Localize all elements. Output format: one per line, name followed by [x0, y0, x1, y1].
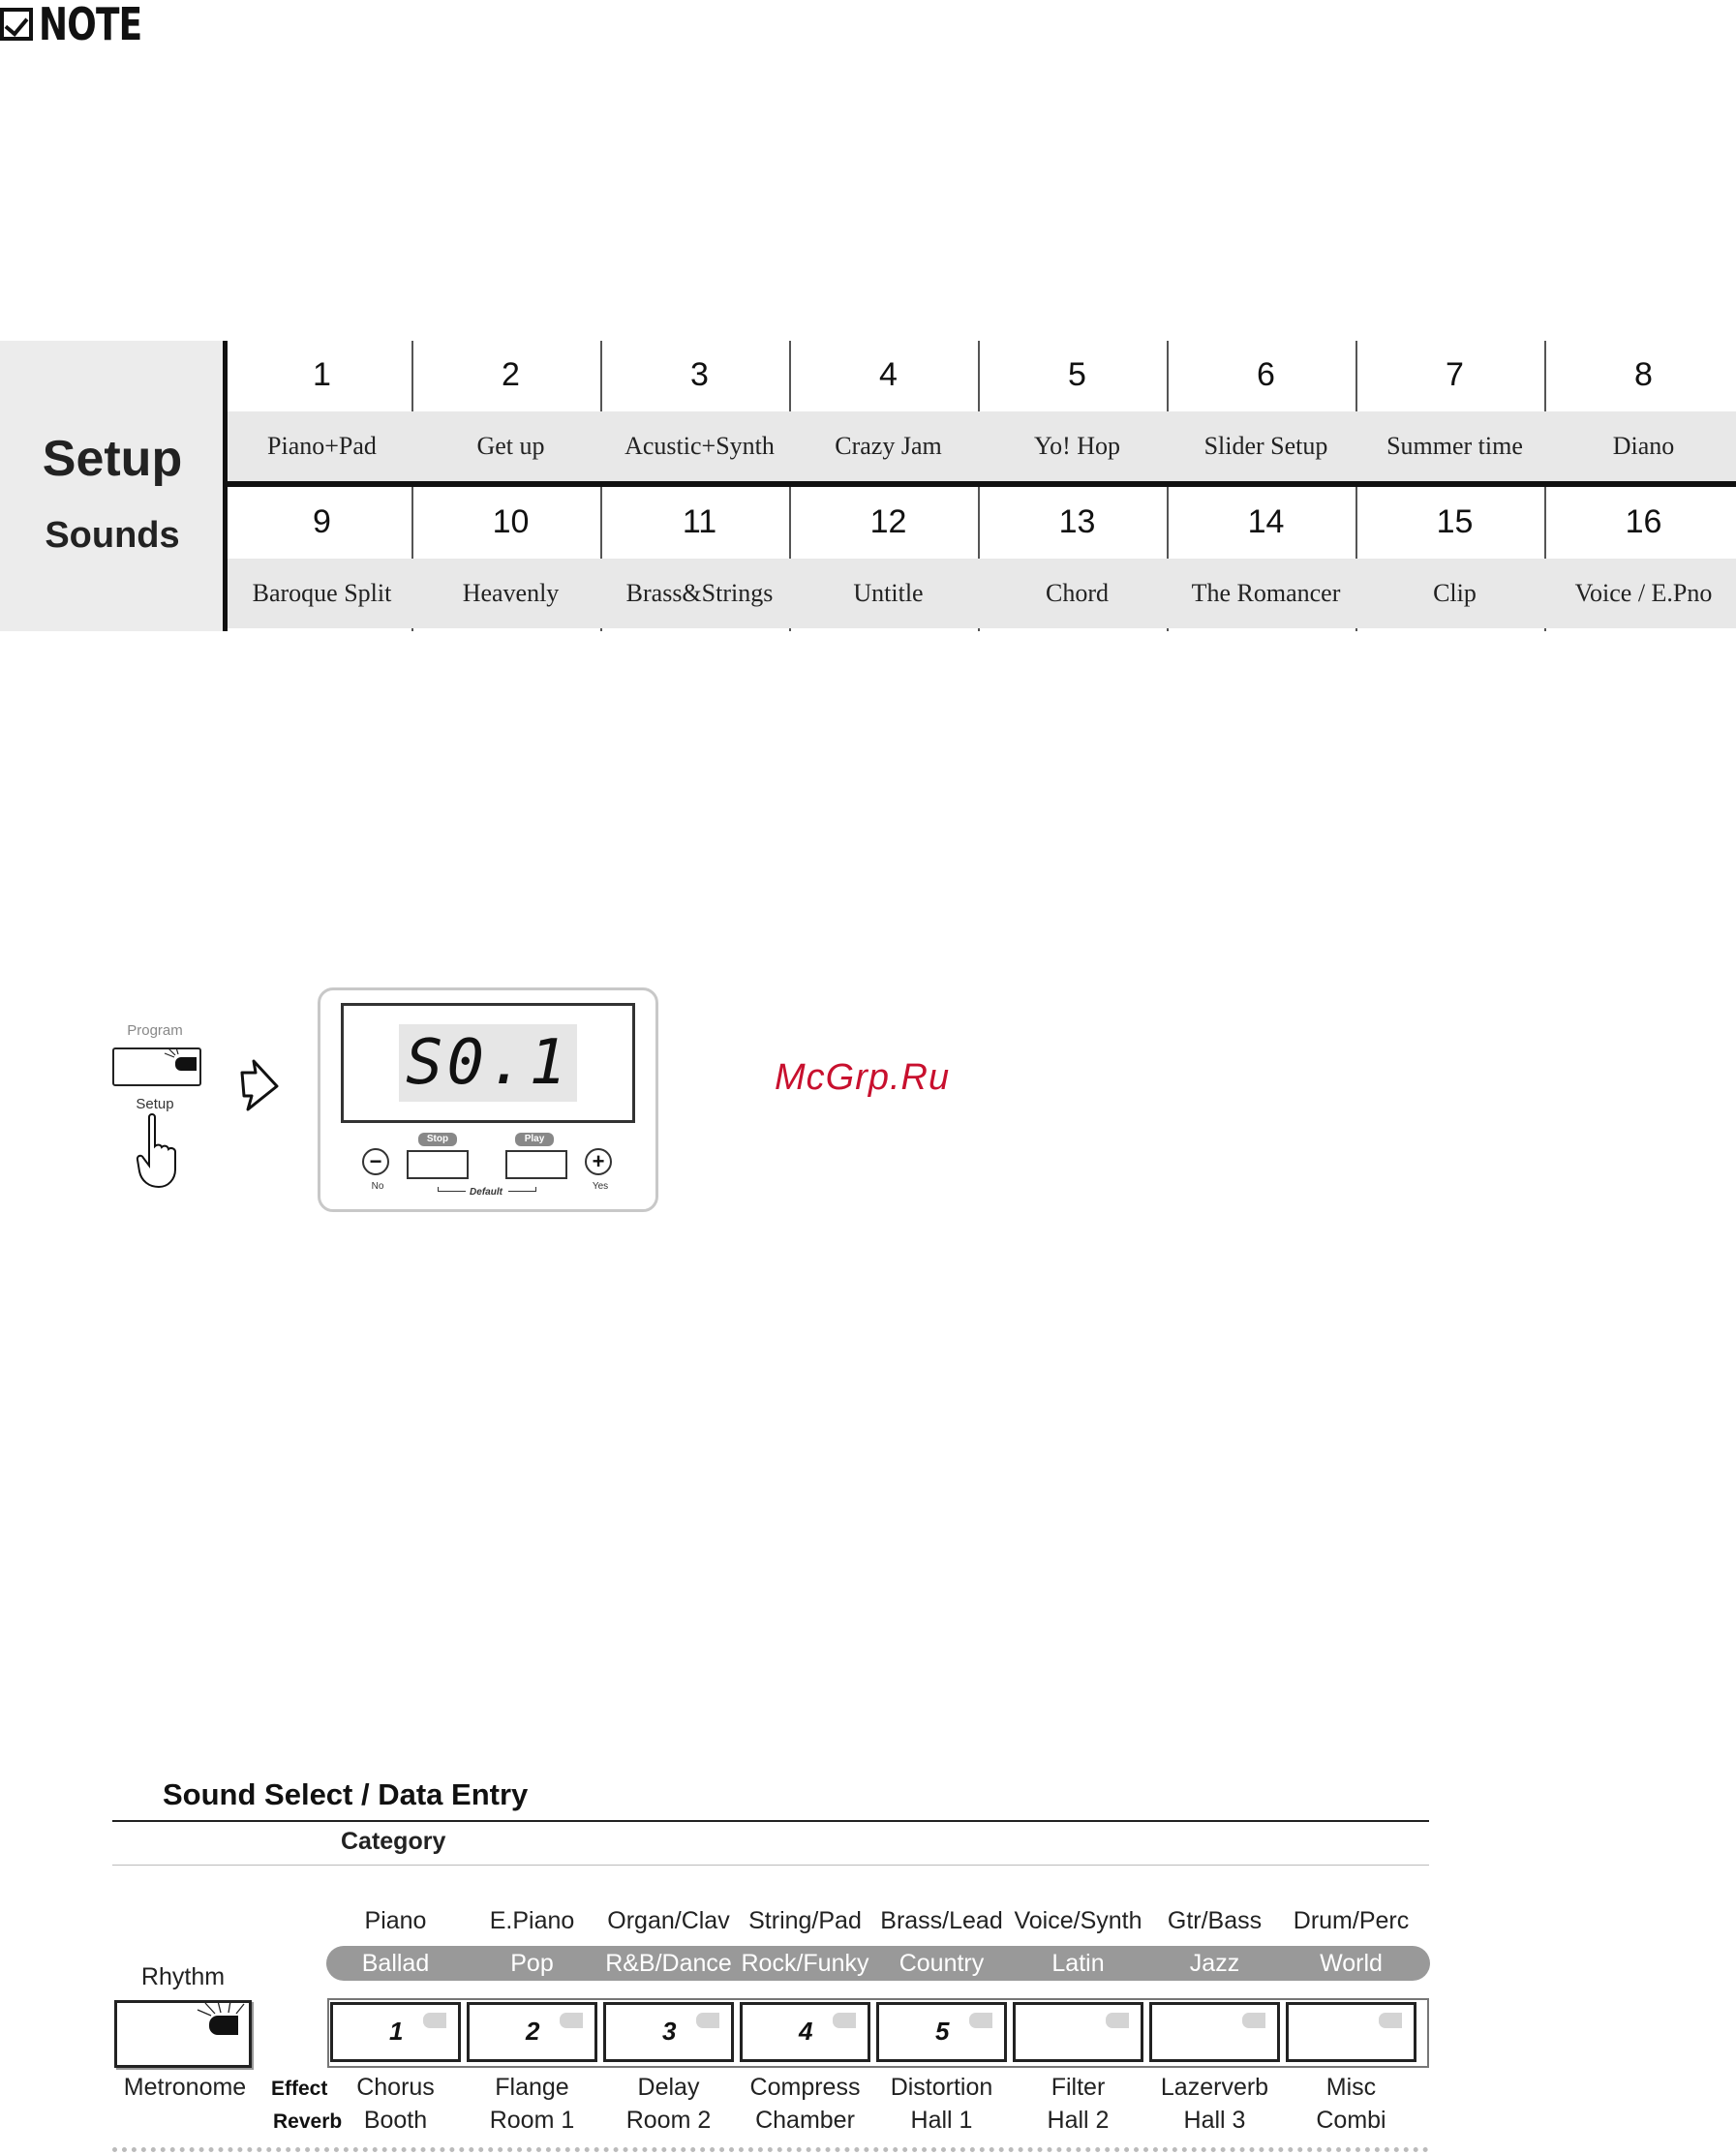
- led-blink-icon: [163, 1047, 182, 1063]
- sound-select-key-5[interactable]: [876, 2002, 1007, 2062]
- setup-number: 10: [492, 503, 530, 540]
- reverb-name: Hall 2: [1047, 2107, 1110, 2134]
- key-number: 5: [935, 2017, 950, 2046]
- watermark: McGrp.Ru: [775, 1057, 951, 1098]
- stop-button[interactable]: [407, 1150, 469, 1179]
- minus-no-button[interactable]: −: [362, 1148, 389, 1175]
- setup-name: Diano: [1549, 411, 1736, 481]
- category-name: E.Piano: [489, 1907, 575, 1934]
- setup-cell: [1360, 488, 1549, 628]
- setup-name: Heavenly: [416, 559, 605, 628]
- key-led-indicator: [560, 2013, 583, 2028]
- category-name: Gtr/Bass: [1167, 1907, 1263, 1934]
- led-blink-icon: [194, 2000, 250, 2019]
- effect-name: Misc: [1325, 2074, 1377, 2101]
- setup-number: 12: [869, 503, 907, 540]
- sound-select-title: Sound Select / Data Entry: [163, 1777, 529, 1811]
- setup-number: 15: [1436, 503, 1474, 540]
- setup-cell: [983, 488, 1172, 628]
- note-heading: [0, 0, 170, 48]
- setup-cell: [605, 488, 794, 628]
- rhythm-label: Rhythm: [140, 1963, 226, 1990]
- hollow-arrow-icon: [240, 1059, 281, 1113]
- reverb-name: Hall 3: [1183, 2107, 1246, 2134]
- sound-select-key-6[interactable]: [1013, 2002, 1143, 2062]
- lcd-text: S0.1: [405, 1027, 571, 1099]
- title-rule: [112, 1820, 1429, 1822]
- sound-select-key-1[interactable]: [330, 2002, 461, 2062]
- rhythm-style-name: Pop: [510, 1950, 554, 1977]
- setup-name: Get up: [416, 411, 605, 481]
- setup-name: Crazy Jam: [794, 411, 983, 481]
- setup-subtitle: Sounds: [45, 515, 180, 556]
- setup-sounds-header: [0, 341, 225, 631]
- effect-name: Compress: [749, 2074, 861, 2101]
- effect-name: Flange: [495, 2074, 569, 2101]
- setup-number: 14: [1247, 503, 1285, 540]
- setup-label: Setup: [136, 1096, 174, 1112]
- setup-name: Piano+Pad: [228, 411, 416, 481]
- key-led-indicator: [1242, 2013, 1265, 2028]
- no-label: No: [371, 1181, 384, 1192]
- yes-label: Yes: [592, 1181, 609, 1192]
- sound-select-key-2[interactable]: [467, 2002, 597, 2062]
- rhythm-style-name: Country: [898, 1950, 985, 1977]
- setup-number: 5: [1068, 356, 1086, 393]
- category-name: Organ/Clav: [607, 1907, 730, 1934]
- setup-cell: [1172, 488, 1360, 628]
- setup-cell: [228, 341, 416, 481]
- setup-cell: [1549, 341, 1736, 481]
- key-led-indicator: [833, 2013, 856, 2028]
- setup-name: Voice / E.Pno: [1549, 559, 1736, 628]
- effect-name: Chorus: [356, 2074, 435, 2101]
- setup-name: Clip: [1360, 559, 1549, 628]
- setup-cell: [794, 341, 983, 481]
- category-name: Drum/Perc: [1293, 1907, 1410, 1934]
- category-rule: [112, 1865, 1429, 1866]
- setup-name: Acustic+Synth: [605, 411, 794, 481]
- pointing-hand-icon: [134, 1113, 180, 1191]
- key-led-indicator: [1106, 2013, 1129, 2028]
- rhythm-style-name: Rock/Funky: [741, 1950, 869, 1977]
- program-label: Program: [127, 1022, 183, 1039]
- setup-cell: [228, 488, 416, 628]
- metronome-label: Metronome: [123, 2074, 247, 2101]
- key-led-indicator: [696, 2013, 719, 2028]
- effect-name: Distortion: [890, 2074, 993, 2101]
- setup-number: 3: [690, 356, 709, 393]
- stop-label: Stop: [418, 1133, 457, 1146]
- setup-name: Slider Setup: [1172, 411, 1360, 481]
- setup-name: Chord: [983, 559, 1172, 628]
- setup-number: 11: [682, 503, 717, 540]
- setup-cell: [983, 341, 1172, 481]
- setup-title: Setup: [42, 431, 183, 487]
- category-label: Category: [341, 1828, 446, 1855]
- reverb-name: Room 1: [489, 2107, 575, 2134]
- key-number: 4: [799, 2017, 813, 2046]
- note-label: NOTE: [39, 0, 142, 50]
- checkbox-icon: [0, 8, 33, 41]
- setup-name: Baroque Split: [228, 559, 416, 628]
- effect-name: Delay: [637, 2074, 700, 2101]
- rhythm-style-name: Jazz: [1189, 1950, 1240, 1977]
- setup-name: Summer time: [1360, 411, 1549, 481]
- category-name: String/Pad: [748, 1907, 862, 1934]
- default-label: Default: [470, 1187, 503, 1198]
- setup-number: 7: [1446, 356, 1464, 393]
- reverb-name: Combi: [1316, 2107, 1386, 2134]
- setup-number: 6: [1257, 356, 1275, 393]
- sound-select-key-8[interactable]: [1286, 2002, 1416, 2062]
- lcd-readout: [399, 1024, 577, 1102]
- key-led-indicator: [1379, 2013, 1402, 2028]
- setup-name: Yo! Hop: [983, 411, 1172, 481]
- setup-cell: [794, 488, 983, 628]
- setup-number: 13: [1058, 503, 1096, 540]
- setup-cell: [1360, 341, 1549, 481]
- setup-cell: [1172, 341, 1360, 481]
- key-number: 3: [662, 2017, 677, 2046]
- setup-number: 9: [313, 503, 331, 540]
- effect-name: Filter: [1051, 2074, 1106, 2101]
- setup-name: The Romancer: [1172, 559, 1360, 628]
- rhythm-style-name: Latin: [1051, 1950, 1105, 1977]
- key-number: 2: [526, 2017, 540, 2046]
- key-led-indicator: [423, 2013, 446, 2028]
- setup-number: 16: [1625, 503, 1662, 540]
- setup-number: 4: [879, 356, 898, 393]
- category-name: Piano: [364, 1907, 427, 1934]
- key-number: 1: [389, 2017, 404, 2046]
- reverb-label: Reverb: [273, 2110, 343, 2133]
- plus-yes-button[interactable]: +: [585, 1148, 612, 1175]
- rhythm-style-name: Ballad: [361, 1950, 430, 1977]
- category-name: Voice/Synth: [1014, 1907, 1142, 1934]
- setup-cell: [416, 488, 605, 628]
- dotted-divider: [112, 2147, 1429, 2152]
- row-divider: [225, 481, 1736, 487]
- reverb-name: Booth: [363, 2107, 428, 2134]
- setup-cell: [605, 341, 794, 481]
- effect-label: Effect: [271, 2078, 328, 2100]
- setup-name: Brass&Strings: [605, 559, 794, 628]
- sound-select-key-4[interactable]: [740, 2002, 870, 2062]
- setup-cell: [416, 341, 605, 481]
- effect-name: Lazerverb: [1160, 2074, 1269, 2101]
- setup-number: 1: [313, 356, 331, 393]
- sound-select-key-3[interactable]: [603, 2002, 734, 2062]
- reverb-name: Chamber: [755, 2107, 855, 2134]
- reverb-name: Room 2: [625, 2107, 712, 2134]
- sound-select-key-7[interactable]: [1149, 2002, 1280, 2062]
- play-label: Play: [515, 1133, 554, 1146]
- category-name: Brass/Lead: [880, 1907, 1003, 1934]
- key-led-indicator: [969, 2013, 992, 2028]
- setup-number: 8: [1634, 356, 1653, 393]
- setup-cell: [1549, 488, 1736, 628]
- setup-name: Untitle: [794, 559, 983, 628]
- play-button[interactable]: [505, 1150, 567, 1179]
- setup-sounds-table: [0, 341, 1736, 631]
- rhythm-style-name: R&B/Dance: [605, 1950, 732, 1977]
- reverb-name: Hall 1: [910, 2107, 973, 2134]
- setup-number: 2: [502, 356, 520, 393]
- rhythm-style-name: World: [1320, 1950, 1383, 1977]
